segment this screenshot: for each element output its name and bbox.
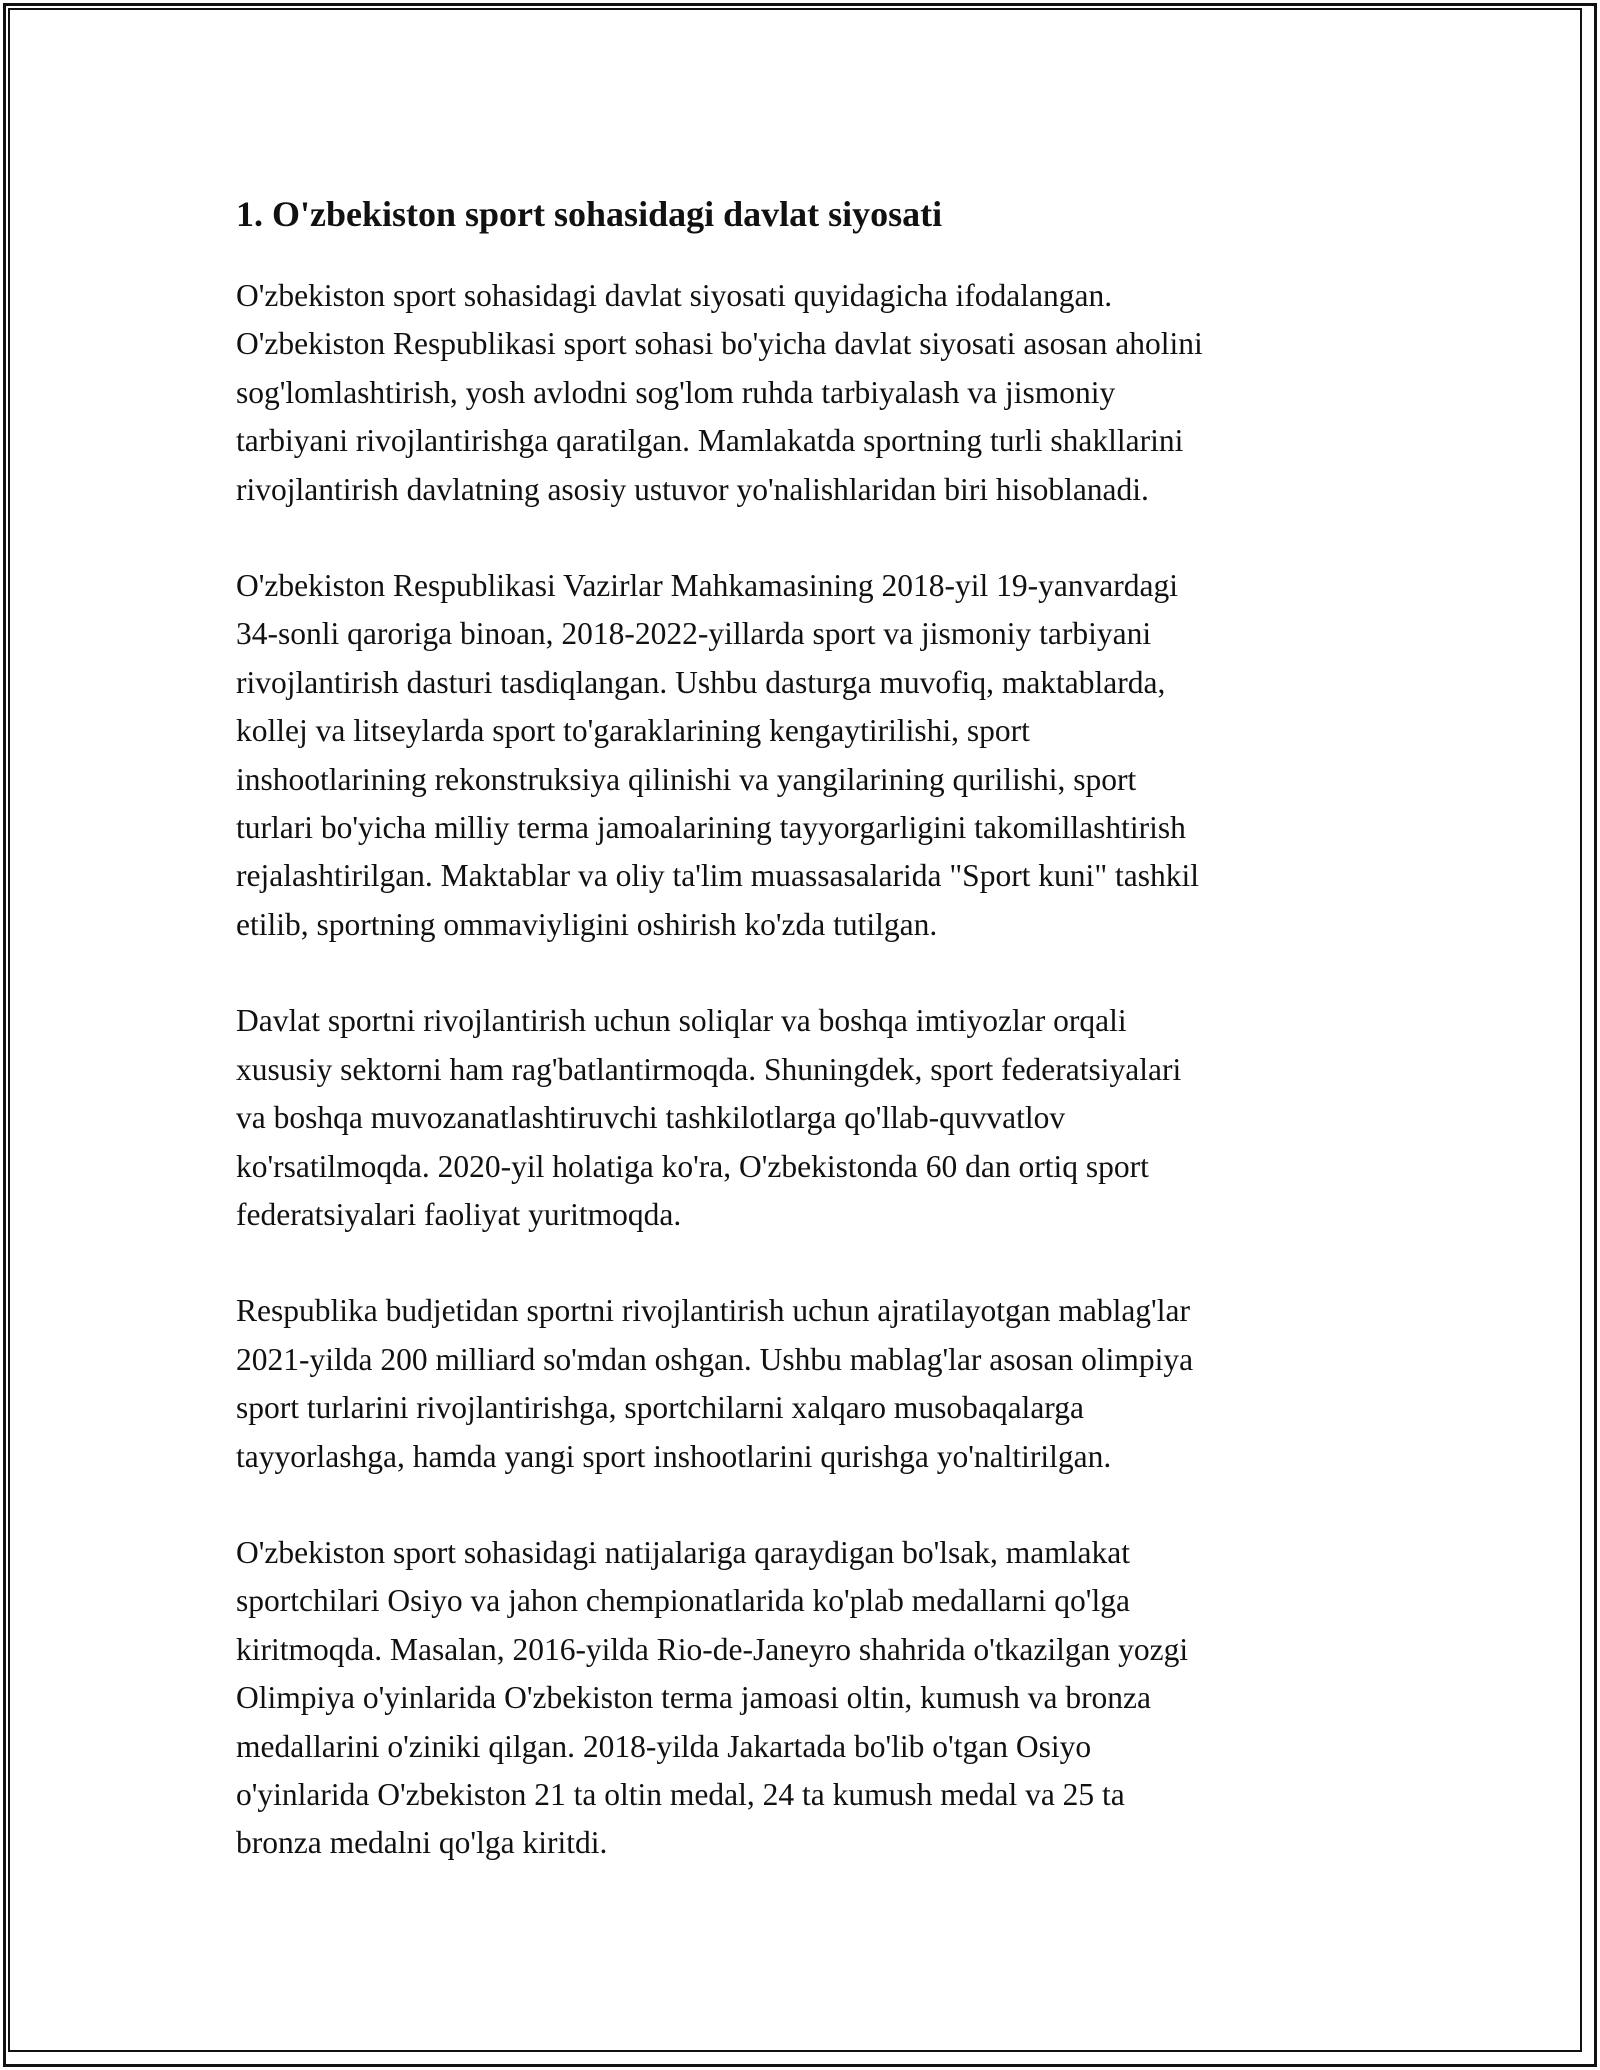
paragraph-line: sportchilari Osiyo va jahon chempionatlarida ko'plab medallarni qo'lga	[236, 1583, 1130, 1619]
document-body	[236, 186, 1376, 1916]
paragraph-line: inshootlarining rekonstruksiya qilinishi va yangilarining qurilishi, sport	[236, 761, 1137, 797]
paragraph-line: 2021-yilda 200 milliard so'mdan oshgan. Ushbu mablag'lar asosan olimpiya	[236, 1341, 1194, 1377]
paragraph-line: federatsiyalari faoliyat yuritmoqda.	[236, 1196, 682, 1232]
paragraph-line: bronza medalni qo'lga kiritdi.	[236, 1825, 608, 1861]
paragraph-5	[236, 1529, 1376, 1868]
paragraph-line: tayyorlashga, hamda yangi sport inshootlarini qurishga yo'naltirilgan.	[236, 1438, 1112, 1474]
paragraph-line: rivojlantirish dasturi tasdiqlangan. Ushbu dasturga muvofiq, maktablarda,	[236, 664, 1166, 700]
paragraph-3	[236, 997, 1376, 1239]
paragraph-line: kollej va litseylarda sport to'garaklarining kengaytirilishi, sport	[236, 713, 1030, 749]
paragraph-line: xususiy sektorni ham rag'batlantirmoqda. Shuningdek, sport federatsiyalari	[236, 1051, 1182, 1087]
paragraph-line: O'zbekiston Respublikasi Vazirlar Mahkamasining 2018-yil 19-yanvardagi	[236, 568, 1179, 604]
paragraph-line: turlari bo'yicha milliy terma jamoalarining tayyorgarligini takomillashtirish	[236, 810, 1186, 846]
paragraph-line: 34-sonli qaroriga binoan, 2018-2022-yillarda sport va jismoniy tarbiyani	[236, 616, 1152, 652]
paragraph-line: Respublika budjetidan sportni rivojlantirish uchun ajratilayotgan mablag'lar	[236, 1293, 1190, 1329]
paragraph-line: O'zbekiston sport sohasidagi davlat siyosati quyidagicha ifodalangan.	[236, 278, 1113, 313]
paragraph-line: O'zbekiston Respublikasi sport sohasi bo'yicha davlat siyosati asosan aholini	[236, 326, 1203, 362]
paragraph-2	[236, 562, 1376, 949]
paragraph-line: sport turlarini rivojlantirishga, sportchilarni xalqaro musobaqalarga	[236, 1390, 1084, 1426]
paragraph-line: medallarini o'ziniki qilgan. 2018-yilda Jakartada bo'lib o'tgan Osiyo	[236, 1728, 1092, 1764]
paragraph-line: Olimpiya o'yinlarida O'zbekiston terma jamoasi oltin, kumush va bronza	[236, 1680, 1152, 1716]
paragraph-4	[236, 1287, 1376, 1481]
paragraph-line: etilib, sportning ommaviyligini oshirish ko'zda tutilgan.	[236, 906, 938, 942]
paragraph-line: O'zbekiston sport sohasidagi natijalariga qaraydigan bo'lsak, mamlakat	[236, 1534, 1130, 1570]
paragraph-line: va boshqa muvozanatlashtiruvchi tashkilotlarga qo'llab-quvvatlov	[236, 1100, 1066, 1136]
paragraph-1	[236, 272, 1376, 514]
paragraph-line: tarbiyani rivojlantirishga qaratilgan. Mamlakatda sportning turli shakllarini	[236, 423, 1184, 459]
section-heading: 1. O'zbekiston sport sohasidagi davlat siyosati	[236, 194, 943, 234]
paragraph-line: sog'lomlashtirish, yosh avlodni sog'lom ruhda tarbiyalash va jismoniy	[236, 374, 1116, 410]
paragraph-line: rejalashtirilgan. Maktablar va oliy ta'lim muassasalarida "Sport kuni" tashkil	[236, 858, 1200, 894]
paragraph-line: o'yinlarida O'zbekiston 21 ta oltin medal, 24 ta kumush medal va 25 ta	[236, 1776, 1125, 1812]
paragraph-line: ko'rsatilmoqda. 2020-yil holatiga ko'ra, O'zbekistonda 60 dan ortiq sport	[236, 1148, 1149, 1184]
paragraph-line: kiritmoqda. Masalan, 2016-yilda Rio-de-Janeyro shahrida o'tkazilgan yozgi	[236, 1631, 1189, 1667]
paragraph-line: Davlat sportni rivojlantirish uchun soliqlar va boshqa imtiyozlar orqali	[236, 1003, 1127, 1039]
paragraph-line: rivojlantirish davlatning asosiy ustuvor yo'nalishlaridan biri hisoblanadi.	[236, 471, 1149, 507]
